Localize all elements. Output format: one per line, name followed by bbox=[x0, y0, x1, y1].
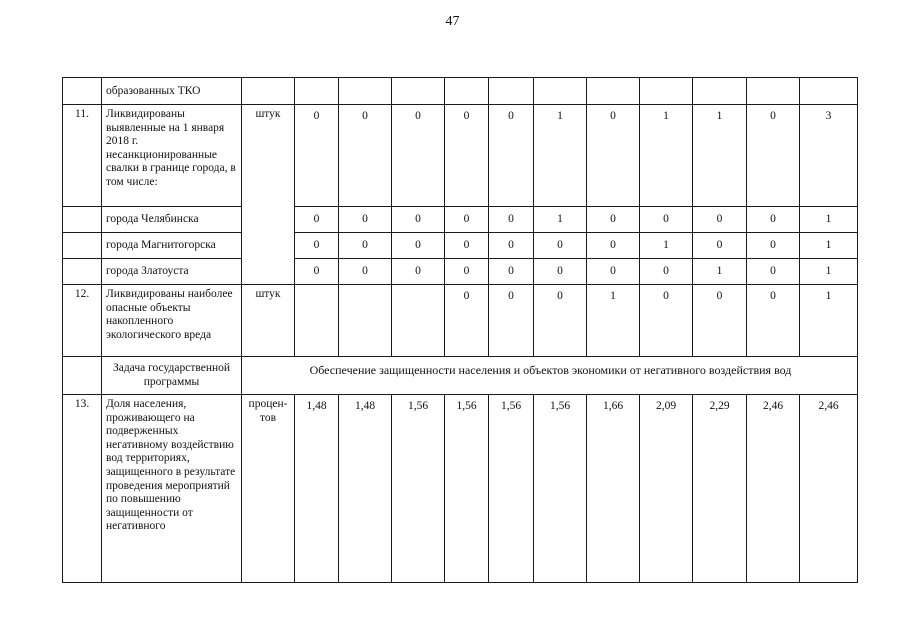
row12-num: 12. bbox=[63, 285, 102, 357]
row12-value: 0 bbox=[445, 285, 489, 357]
subrow-value: 0 bbox=[587, 207, 640, 233]
subrow-value: 0 bbox=[392, 233, 445, 259]
subrow-value: 0 bbox=[534, 259, 587, 285]
row13-value: 1,56 bbox=[489, 395, 534, 583]
row13-value: 2,46 bbox=[800, 395, 858, 583]
indicators-table bbox=[62, 77, 858, 583]
row13-value: 1,56 bbox=[445, 395, 489, 583]
row13-value: 1,48 bbox=[339, 395, 392, 583]
table-row-11 bbox=[63, 105, 858, 207]
subrow-value: 0 bbox=[339, 233, 392, 259]
subrow-label-zlatoust: города Златоуста bbox=[102, 259, 242, 285]
row13-value: 2,09 bbox=[640, 395, 693, 583]
row11-value: 1 bbox=[693, 105, 747, 207]
row12-unit: штук bbox=[242, 285, 295, 357]
row-cont-num-cell bbox=[63, 78, 102, 105]
row12-value bbox=[339, 285, 392, 357]
row12-value: 0 bbox=[640, 285, 693, 357]
table-row-12 bbox=[63, 285, 858, 357]
subrow-value: 0 bbox=[445, 233, 489, 259]
row13-value: 1,66 bbox=[587, 395, 640, 583]
row11-value: 1 bbox=[534, 105, 587, 207]
row11-value: 0 bbox=[295, 105, 339, 207]
row11-value: 1 bbox=[640, 105, 693, 207]
row12-name: Ликвидированы наиболее опасные объекты накопленного экологического вреда bbox=[102, 285, 242, 357]
task-text: Обеспечение защищенности населения и объектов экономики от негативного воздействия вод bbox=[242, 357, 858, 395]
subrow-value: 1 bbox=[640, 233, 693, 259]
row13-value: 1,48 bbox=[295, 395, 339, 583]
row12-value: 0 bbox=[534, 285, 587, 357]
subrow-value: 0 bbox=[587, 233, 640, 259]
subrow-value: 1 bbox=[800, 259, 858, 285]
subrow-value: 0 bbox=[339, 207, 392, 233]
subrow-value: 0 bbox=[489, 207, 534, 233]
subrow-value: 0 bbox=[339, 259, 392, 285]
subrow-value: 0 bbox=[392, 207, 445, 233]
table-row-13 bbox=[63, 395, 858, 583]
subrow-value: 1 bbox=[800, 233, 858, 259]
row12-value: 1 bbox=[800, 285, 858, 357]
subrow-value: 0 bbox=[693, 233, 747, 259]
subrow-value: 0 bbox=[534, 233, 587, 259]
subrow-value: 0 bbox=[747, 259, 800, 285]
subrow-value: 0 bbox=[392, 259, 445, 285]
row11-value: 0 bbox=[392, 105, 445, 207]
subrow-label-magnitogorsk: города Магнитогорска bbox=[102, 233, 242, 259]
row13-value: 2,46 bbox=[747, 395, 800, 583]
subrow-value: 1 bbox=[693, 259, 747, 285]
table-row-subrow bbox=[63, 207, 858, 233]
row12-value: 0 bbox=[489, 285, 534, 357]
page-number: 47 bbox=[445, 14, 460, 29]
task-label: Задача государственной программы bbox=[102, 357, 242, 395]
subrow-value: 0 bbox=[640, 207, 693, 233]
subrow-value: 0 bbox=[747, 207, 800, 233]
subrow-value: 1 bbox=[800, 207, 858, 233]
row13-unit: процен-тов bbox=[242, 395, 295, 583]
table-row-continuation bbox=[63, 78, 858, 105]
row11-value: 0 bbox=[339, 105, 392, 207]
subrow-value: 0 bbox=[640, 259, 693, 285]
subrow-value: 0 bbox=[445, 207, 489, 233]
row13-value: 2,29 bbox=[693, 395, 747, 583]
table-row-subrow bbox=[63, 259, 858, 285]
row12-value: 0 bbox=[747, 285, 800, 357]
row-cont-name: образованных ТКО bbox=[102, 78, 242, 105]
row11-unit: штук bbox=[242, 105, 295, 285]
row11-value: 0 bbox=[747, 105, 800, 207]
row11-value: 0 bbox=[489, 105, 534, 207]
row11-value: 0 bbox=[587, 105, 640, 207]
subrow-value: 0 bbox=[693, 207, 747, 233]
row13-value: 1,56 bbox=[534, 395, 587, 583]
row11-name: Ликвидированы выявленные на 1 января 2018 г. несанкционированные свалки в границе города, в том числе: bbox=[102, 105, 242, 207]
row11-num: 11. bbox=[63, 105, 102, 207]
row12-value bbox=[295, 285, 339, 357]
subrow-label-chelyabinsk: города Челябинска bbox=[102, 207, 242, 233]
row12-value: 0 bbox=[693, 285, 747, 357]
row13-name: Доля населения, проживающего на подверженных негативному воздействию вод территориях, защищенного в результате проведения мероприятий по повышению защищенности от негативного bbox=[102, 395, 242, 583]
row13-num: 13. bbox=[63, 395, 102, 583]
row13-value: 1,56 bbox=[392, 395, 445, 583]
subrow-value: 0 bbox=[489, 233, 534, 259]
subrow-value: 0 bbox=[445, 259, 489, 285]
subrow-value: 0 bbox=[747, 233, 800, 259]
subrow-value: 0 bbox=[587, 259, 640, 285]
subrow-value: 0 bbox=[295, 259, 339, 285]
subrow-value: 1 bbox=[534, 207, 587, 233]
row12-value: 1 bbox=[587, 285, 640, 357]
subrow-value: 0 bbox=[295, 207, 339, 233]
table-row-subrow bbox=[63, 233, 858, 259]
row12-value bbox=[392, 285, 445, 357]
row11-value: 0 bbox=[445, 105, 489, 207]
row11-value: 3 bbox=[800, 105, 858, 207]
subrow-value: 0 bbox=[489, 259, 534, 285]
subrow-value: 0 bbox=[295, 233, 339, 259]
table-row-task bbox=[63, 357, 858, 395]
